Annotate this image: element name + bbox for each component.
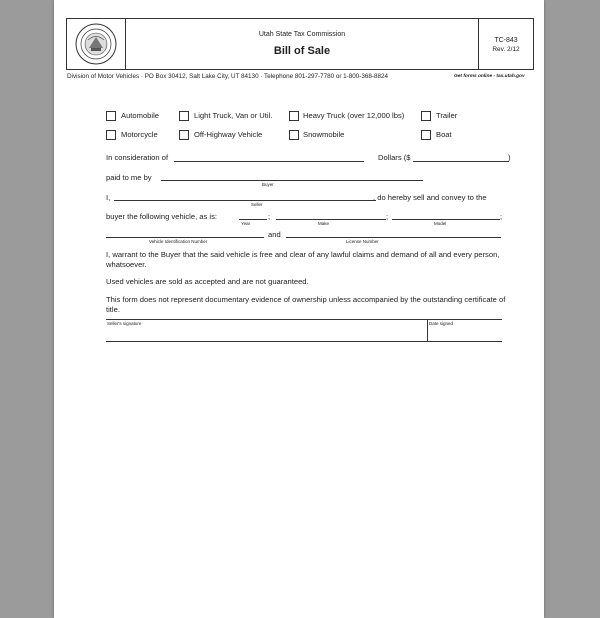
- label-boat: Boat: [436, 130, 452, 139]
- warranty-paragraph: I, warrant to the Buyer that the said vehicle is free and clear of any lawful claims and demand of all and every person, whatsoever.: [106, 250, 500, 269]
- label-trailer: Trailer: [436, 111, 458, 120]
- seller-signature-caption: Seller's signature: [107, 321, 142, 326]
- sell-convey-text: , do hereby sell and convey to the: [373, 193, 487, 202]
- and-label: and: [268, 230, 281, 239]
- dollars-label: Dollars ($: [378, 153, 411, 162]
- seller-caption: Seller: [251, 202, 263, 207]
- separator-3: ;: [500, 212, 503, 221]
- disclaimer-paragraph: This form does not represent documentary evidence of ownership unless accompanied by the outstanding certificate of title.: [106, 295, 506, 314]
- seal-cell: [67, 19, 126, 69]
- form-title: Bill of Sale: [273, 45, 331, 57]
- model-field[interactable]: [392, 219, 500, 220]
- checkbox-automobile[interactable]: [106, 111, 116, 121]
- label-automobile: Automobile: [121, 111, 159, 120]
- buyer-caption: Buyer: [262, 182, 274, 187]
- forms-online-link[interactable]: Get forms online - tax.utah.gov: [454, 74, 525, 79]
- year-caption: Year: [241, 221, 251, 226]
- checkbox-trailer[interactable]: [421, 111, 431, 121]
- checkbox-snowmobile[interactable]: [289, 130, 299, 140]
- address-line: Division of Motor Vehicles · PO Box 30412, Salt Lake City, UT 84130 · Telephone 801-297-7780 or 1-800-368-8824: [67, 73, 388, 80]
- signature-divider: [427, 319, 428, 341]
- vin-field[interactable]: [106, 237, 264, 238]
- consideration-amount-field[interactable]: [174, 161, 364, 162]
- seller-name-field[interactable]: [114, 200, 376, 201]
- agency-name: Utah State Tax Commission: [258, 31, 346, 38]
- separator-1: ;: [268, 212, 271, 221]
- utah-state-seal-icon: [74, 22, 118, 66]
- consideration-label: In consideration of: [106, 153, 169, 162]
- license-caption: License Number: [346, 239, 379, 244]
- checkbox-off-highway[interactable]: [179, 130, 189, 140]
- checkbox-motorcycle[interactable]: [106, 130, 116, 140]
- form-code-cell: [478, 19, 533, 69]
- label-snowmobile: Snowmobile: [303, 130, 345, 139]
- date-signed-caption: Date signed: [429, 321, 454, 326]
- dollars-close-paren: ): [508, 153, 511, 162]
- document-page: [54, 0, 544, 618]
- label-off-highway: Off-Highway Vehicle: [194, 130, 263, 139]
- date-signed-field[interactable]: [429, 327, 501, 340]
- make-caption: Make: [318, 221, 330, 226]
- form-revision: Rev. 2/12: [492, 46, 520, 53]
- buyer-name-field[interactable]: [161, 180, 423, 181]
- license-number-field[interactable]: [286, 237, 501, 238]
- used-vehicles-paragraph: Used vehicles are sold as accepted and are not guaranteed.: [106, 277, 309, 286]
- vin-caption: Vehicle Identification Number: [149, 239, 208, 244]
- checkbox-heavy-truck[interactable]: [289, 111, 299, 121]
- form-header: [66, 18, 534, 70]
- form-code: TC-843: [494, 37, 518, 44]
- make-field[interactable]: [276, 219, 386, 220]
- label-motorcycle: Motorcycle: [121, 130, 158, 139]
- model-caption: Model: [434, 221, 447, 226]
- dollars-numeric-field[interactable]: [413, 161, 509, 162]
- label-heavy-truck: Heavy Truck (over 12,000 lbs): [303, 111, 405, 120]
- buyer-vehicle-label: buyer the following vehicle, as is:: [106, 212, 218, 221]
- separator-2: ;: [386, 212, 389, 221]
- seller-signature-field[interactable]: [107, 327, 425, 340]
- year-field[interactable]: [239, 219, 267, 220]
- paid-to-me-label: paid to me by: [106, 173, 152, 182]
- checkbox-boat[interactable]: [421, 130, 431, 140]
- checkbox-light-truck[interactable]: [179, 111, 189, 121]
- i-label: I,: [106, 193, 111, 202]
- label-light-truck: Light Truck, Van or Util.: [194, 111, 273, 120]
